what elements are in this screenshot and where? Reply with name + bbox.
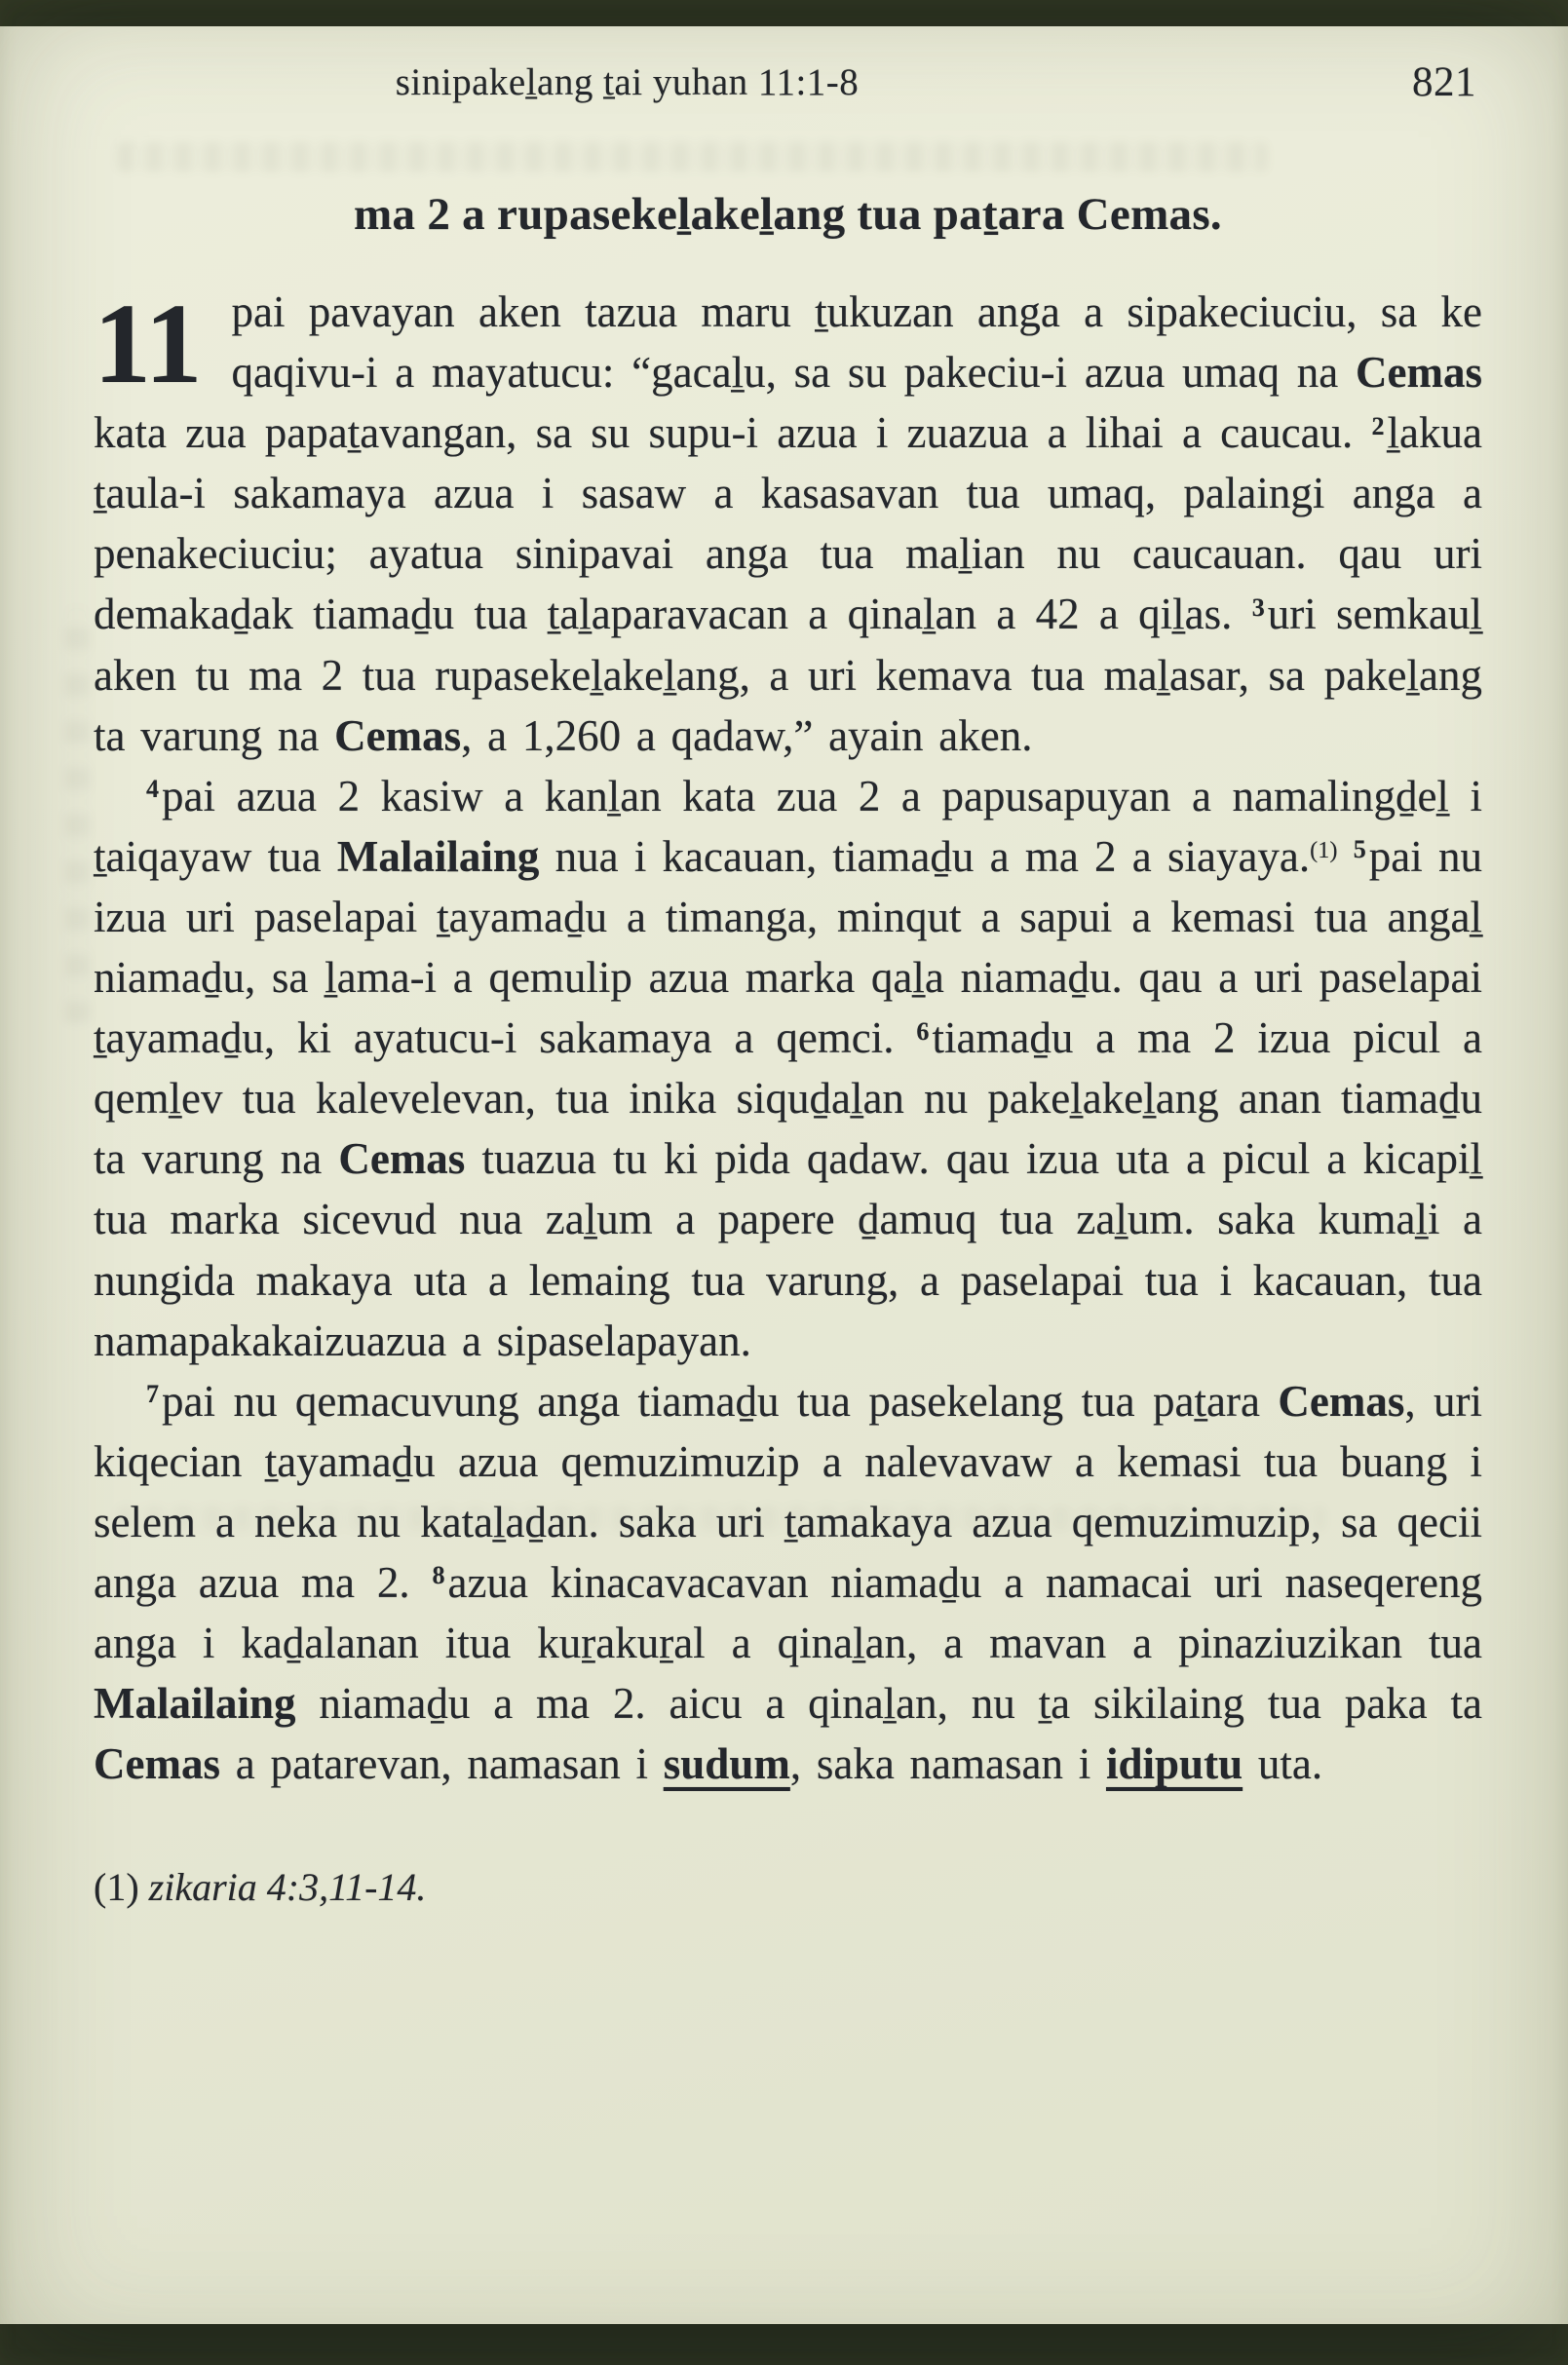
text-segment: Cemas [1278, 1376, 1405, 1426]
paragraph-verses-7-8 [94, 1371, 1482, 1795]
text-segment: ḻakua ṯaula-i sakamaya azua i sasaw a kasasavan tua umaq, palaingi anga a penakeciuciu; ayatua sinipavai anga tua maḻian nu caucauan. qau uri demakaḏak tiamaḏu tua ṯaḻaparavacan a qinaḻan a 42 a qiḻas. [94, 408, 1482, 639]
page-number: 821 [1412, 59, 1476, 105]
text-segment: 4 [146, 775, 160, 804]
text-segment: 8 [432, 1561, 445, 1590]
text-segment: Malailaing [336, 831, 540, 881]
text-segment: tuazua tu ki pida qadaw. qau izua uta a picul a kicapiḻ tua marka sicevud nua zaḻum a papere ḏamuq tua zaḻum. saka kumaḻi a nungida makaya uta a lemaing tua varung, a paselapai tua i kacauan, tua namapakakaizuazua a sipaselapayan. [94, 1134, 1482, 1365]
section-heading: ma 2 a rupasekeḻakeḻang tua paṯara Cemas. [354, 189, 1222, 240]
text-segment: a patarevan, namasan i [219, 1739, 664, 1789]
text-segment: 5 [1353, 835, 1366, 864]
text-segment: sudum [663, 1739, 790, 1789]
scan-edge-bottom [0, 2324, 1568, 2365]
text-segment: nua i kacauan, tiamaḏu a ma 2 a siayaya. [539, 831, 1311, 881]
text-segment: niamaḏu a ma 2. aicu a qinaḻan, nu ṯa sikilaing tua paka ta [295, 1679, 1482, 1729]
text-segment: (1) [1310, 836, 1338, 863]
text-segment: , saka namasan i [789, 1739, 1106, 1789]
text-segment: pai nu qemacuvung anga tiamaḏu tua pasekelang tua paṯara [162, 1376, 1279, 1426]
text-segment: Cemas [334, 710, 462, 760]
text-segment: pai pavayan aken tazua maru ṯukuzan anga a sipakeciuciu, sa ke qaqivu-i a mayatucu: “gacaḻu, sa su pakeciu-i azua umaq na [231, 287, 1482, 398]
paragraph-verses-4-6 [94, 766, 1482, 1371]
text-segment: Cemas [94, 1739, 220, 1789]
text-segment: 3 [1251, 592, 1265, 622]
footnote-text: zikaria 4:3,11-14. [148, 1865, 427, 1910]
text-segment: uta. [1243, 1739, 1323, 1789]
chapter-number: 11 [94, 280, 203, 407]
text-segment: pai azua 2 kasiw a kanḻan kata zua 2 a papusapuyan a namalingḏeḻ i ṯaiqayaw tua [94, 771, 1482, 881]
text-segment: Cemas [1356, 348, 1482, 398]
text-segment: azua kinacavacavan niamaḏu a namacai uri naseqereng anga i kaḏalanan itua kuṟakuṟal a qinaḻan, a mavan a pinaziuzikan tua [94, 1557, 1483, 1668]
paragraph-verses-1-3 [94, 282, 1482, 766]
footnote-marker: (1) [94, 1865, 139, 1910]
running-header-title: sinipakeḻang ṯai yuhan 11:1-8 [395, 61, 860, 103]
text-segment: uri semkauḻ aken tu ma 2 tua rupasekeḻakeḻang, a uri kemava tua maḻasar, sa pakeḻang ta varung na [94, 590, 1482, 760]
running-header [94, 60, 1482, 104]
paragraph-text [94, 287, 1482, 760]
footnote [94, 1864, 1482, 1910]
text-segment: 2 [1371, 411, 1385, 440]
body-text [94, 282, 1482, 1794]
text-segment: Malailaing [94, 1679, 296, 1729]
text-segment: , uri kiqecian ṯayamaḏu azua qemuzimuzip a nalevavaw a kemasi tua buang i selem a neka nu kataḻaḏan. saka uri ṯamakaya azua qemuzimuzip, sa qecii anga azua ma 2. [94, 1376, 1482, 1607]
text-segment: 7 [146, 1380, 160, 1409]
text-segment: Cemas [338, 1134, 466, 1184]
text-segment [1338, 832, 1354, 881]
text-segment: idiputu [1106, 1739, 1243, 1789]
text-segment: kata zua papaṯavangan, sa su supu-i azua i zuazua a lihai a caucau. [94, 408, 1372, 458]
text-segment: , a 1,260 a qadaw,” ayain aken. [461, 710, 1033, 760]
text-segment: tiamaḏu a ma 2 izua picul a qemḻev tua kalevelevan, tua inika siquḏaḻan nu pakeḻakeḻang anan tiamaḏu ta varung na [94, 1013, 1482, 1184]
text-segment: pai nu izua uri paselapai ṯayamaḏu a timanga, minqut a sapui a kemasi tua angaḻ niamaḏu, sa ḻama-i a qemulip azua marka qaḻa niamaḏu. qau a uri paselapai ṯayamaḏu, ki ayatucu-i sakamaya a qemci. [94, 831, 1482, 1063]
text-segment: 6 [916, 1016, 930, 1046]
